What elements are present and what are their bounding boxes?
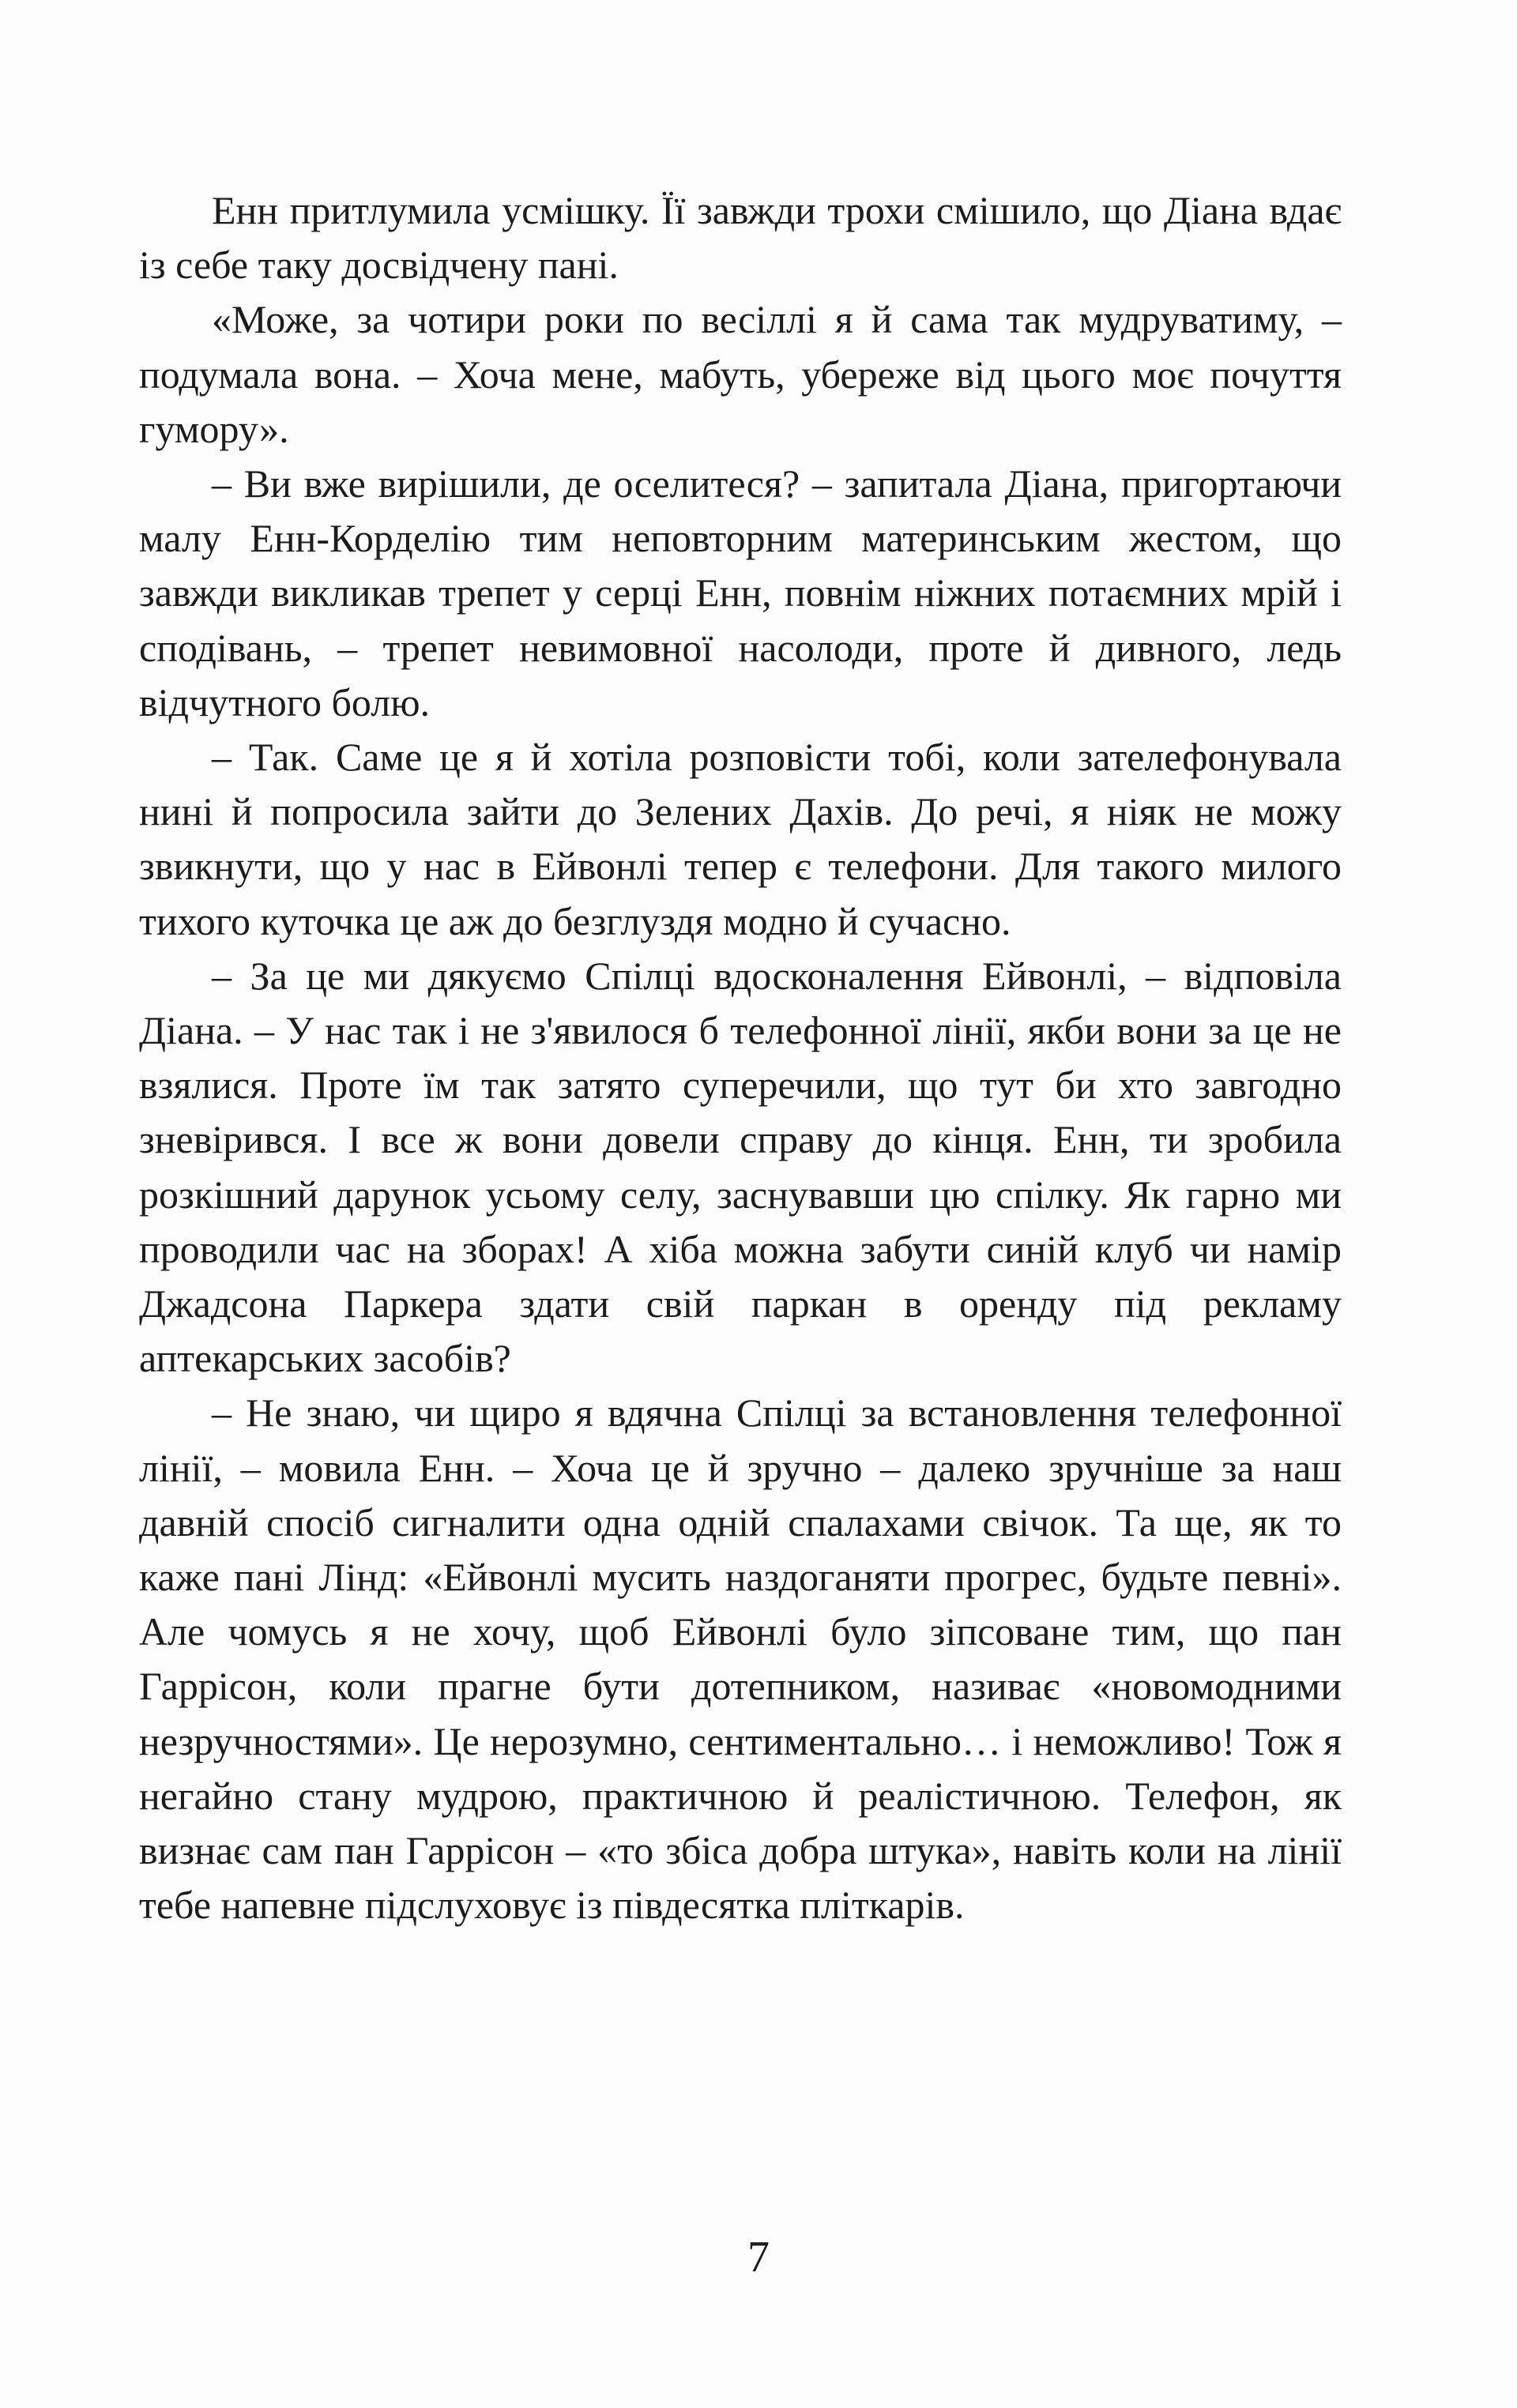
paragraph: Енн притлумила усмішку. Її завжди трохи смішило, що Діана вдає із себе таку досвідчену пані. (139, 188, 1342, 288)
paragraph: «Може, за чотири роки по весіллі я й сама так мудруватиму, – подумала вона. – Хоча мене, мабуть, убереже від цього моє почуття гумору». (139, 297, 1342, 451)
paragraph: – Не знаю, чи щиро я вдячна Спілці за встановлення телефонної лінії, – мовила Енн. – Хоча це й зручно – далеко зручніше за наш давній спосіб сигналити одна одній спалахами свічок. Та ще, як то каже пані Лінд: «Ейвонлі мусить наздоганяти прогрес, будьте певні». Але чомусь я не хочу, щоб Ейвонлі було зіпсоване тим, що пан Гаррісон, коли прагне бути дотепником, називає «новомодними незручностями». Це нерозумно, сентиментально… і неможливо! Тож я негайно стану мудрою, практичною й реалістичною. Телефон, як визнає сам пан Гаррісон – «то збіса добра штука», навіть коли на лінії тебе напевне підслуховує із півдесятка пліткарів. (139, 1390, 1342, 1928)
body-text (139, 183, 1342, 1933)
paragraph: – Так. Саме це я й хотіла розповісти тобі, коли зателефонувала нині й попросила зайти до Зелених Дахів. До речі, я ніяк не можу звикнути, що у нас в Ейвонлі тепер є телефони. Для такого милого тихого куточка це аж до безглуздя модно й сучасно. (139, 735, 1342, 943)
page-number: 7 (747, 2233, 770, 2282)
paragraph: – Ви вже вирішили, де оселитеся? – запитала Діана, пригортаючи малу Енн-Корделію тим неповторним материнським жестом, що завжди викликав трепет у серці Енн, повнім ніжних потаємних мрій і сподівань, – трепет невимовної насолоди, проте й дивного, ледь відчутного болю. (139, 461, 1342, 724)
paragraph: – За це ми дякуємо Спілці вдосконалення Ейвонлі, – відповіла Діана. – У нас так і не з'явилося б телефонної лінії, якби вони за це не взялися. Проте їм так затято суперечили, що тут би хто завгодно зневірився. І все ж вони довели справу до кінця. Енн, ти зробила розкішний дарунок усьому селу, заснувавши цю спілку. Як гарно ми проводили час на зборах! А хіба можна забути синій клуб чи намір Джадсона Паркера здати свій паркан в оренду під рекламу аптекарських засобів? (139, 953, 1342, 1381)
